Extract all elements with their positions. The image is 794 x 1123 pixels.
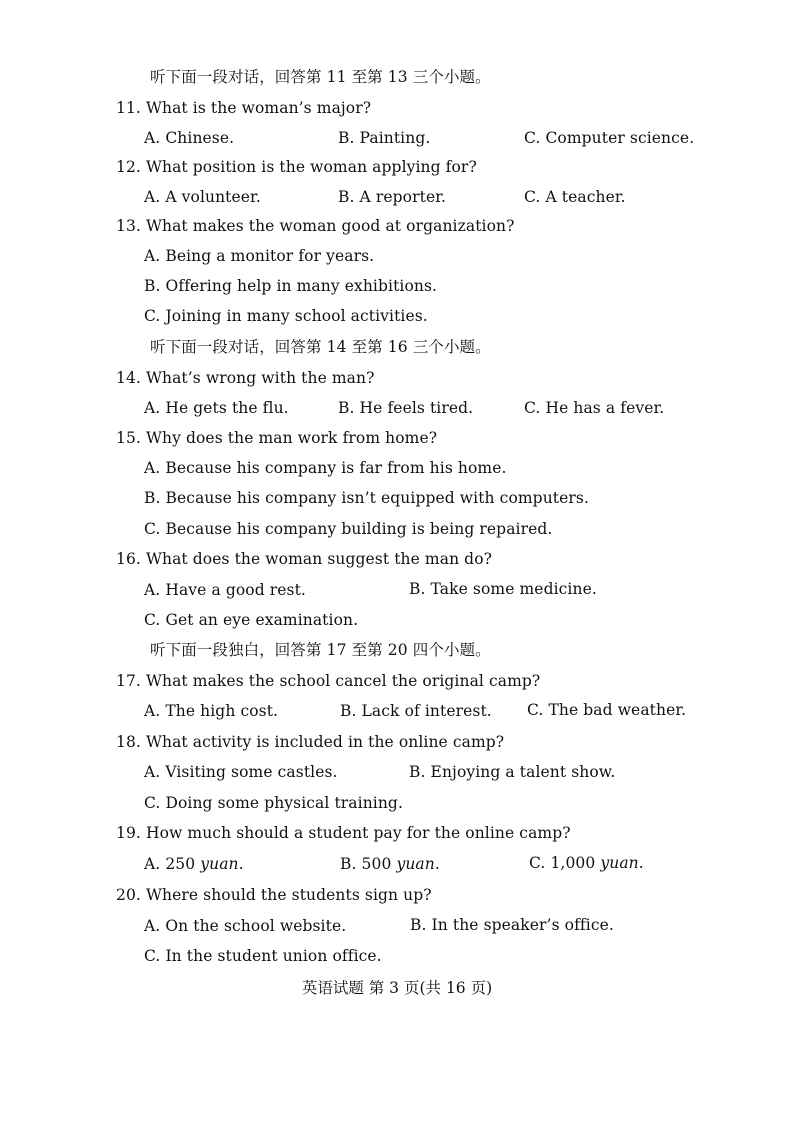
option-b-unit: yuan	[396, 855, 435, 873]
question-18-option-a: A. Visiting some castles.	[144, 763, 338, 781]
question-12-option-b: B. A reporter.	[338, 188, 447, 206]
question-19-stem: 19. How much should a student pay for the online camp?	[116, 824, 571, 842]
question-20-option-a: A. On the school website.	[144, 917, 347, 935]
question-13-stem: 13. What makes the woman good at organization?	[116, 217, 515, 235]
question-19-option-a	[144, 854, 244, 874]
question-16-option-a: A. Have a good rest.	[144, 581, 306, 599]
question-11-option-c: C. Computer science.	[524, 129, 695, 147]
question-11-option-b: B. Painting.	[338, 129, 431, 147]
option-a-period: .	[238, 855, 244, 873]
option-c-amount: C. 1,000	[529, 854, 601, 872]
question-14-option-c: C. He has a fever.	[524, 399, 665, 417]
option-a-unit: yuan	[200, 855, 239, 873]
question-12-option-c: C. A teacher.	[524, 188, 626, 206]
question-15-option-a: A. Because his company is far from his home.	[144, 459, 507, 477]
option-c-unit: yuan	[600, 854, 639, 872]
question-15-option-b: B. Because his company isn’t equipped with computers.	[144, 489, 589, 507]
question-14-stem: 14. What’s wrong with the man?	[116, 369, 375, 387]
question-19-option-b	[340, 854, 440, 874]
question-13-option-c: C. Joining in many school activities.	[144, 307, 428, 325]
question-16-option-b: B. Take some medicine.	[409, 580, 597, 598]
question-11-stem: 11. What is the woman’s major?	[116, 99, 372, 117]
question-18-option-b: B. Enjoying a talent show.	[409, 763, 616, 781]
question-20-option-c: C. In the student union office.	[144, 947, 382, 965]
question-14-option-a: A. He gets the flu.	[144, 399, 289, 417]
question-20-stem: 20. Where should the students sign up?	[116, 886, 432, 904]
question-18-stem: 18. What activity is included in the online camp?	[116, 733, 505, 751]
question-16-option-c: C. Get an eye examination.	[144, 611, 359, 629]
question-18-option-c: C. Doing some physical training.	[144, 794, 403, 812]
section-intro-11-13: 听下面一段对话，回答第 11 至第 13 三个小题。	[150, 68, 491, 86]
option-c-period: .	[638, 854, 644, 872]
question-12-stem: 12. What position is the woman applying for?	[116, 158, 477, 176]
question-14-option-b: B. He feels tired.	[338, 399, 474, 417]
question-20-option-b: B. In the speaker’s office.	[410, 916, 614, 934]
option-b-period: .	[434, 855, 440, 873]
question-15-option-c: C. Because his company building is being repaired.	[144, 520, 553, 538]
question-17-option-b: B. Lack of interest.	[340, 702, 492, 720]
option-b-amount: B. 500	[340, 855, 397, 873]
question-17-option-c: C. The bad weather.	[527, 701, 687, 719]
question-13-option-a: A. Being a monitor for years.	[144, 247, 375, 265]
section-intro-14-16: 听下面一段对话，回答第 14 至第 16 三个小题。	[150, 338, 491, 356]
question-19-option-c	[529, 853, 644, 873]
option-a-amount: A. 250	[144, 855, 201, 873]
question-13-option-b: B. Offering help in many exhibitions.	[144, 277, 438, 295]
question-17-option-a: A. The high cost.	[144, 702, 279, 720]
question-15-stem: 15. Why does the man work from home?	[116, 429, 438, 447]
question-17-stem: 17. What makes the school cancel the original camp?	[116, 672, 541, 690]
question-12-option-a: A. A volunteer.	[144, 188, 261, 206]
section-intro-17-20: 听下面一段独白，回答第 17 至第 20 四个小题。	[150, 641, 491, 659]
page-footer: 英语试题 第 3 页(共 16 页)	[301, 979, 493, 997]
question-11-option-a: A. Chinese.	[144, 129, 235, 147]
question-16-stem: 16. What does the woman suggest the man do?	[116, 550, 493, 568]
